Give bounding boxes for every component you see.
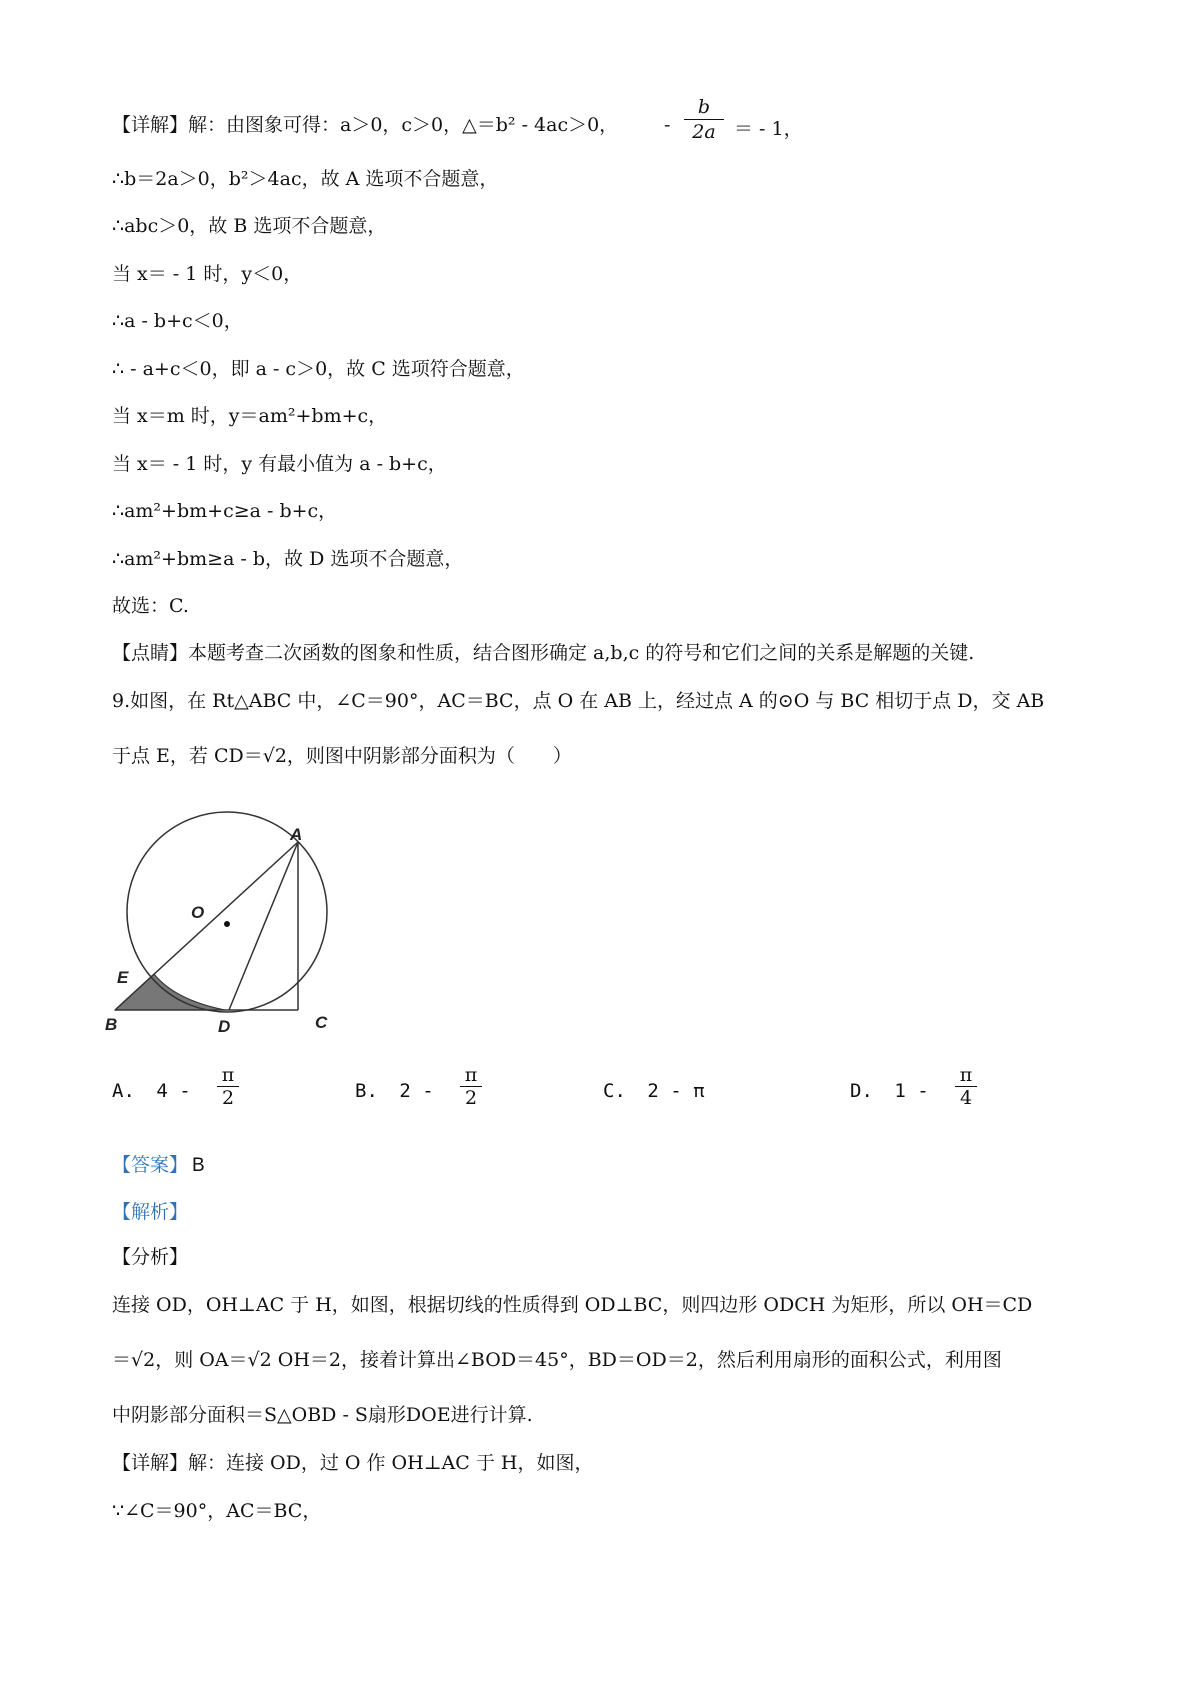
answer-value: B [192,1155,205,1176]
fenxi-line: ＝√2，则 OA＝√2 OH＝2，接着计算出∠BOD＝45°，BD＝OD＝2，然后利用扇形的面积公式，利用图 [112,1349,1002,1371]
center-point-o [224,921,230,927]
option-b[interactable]: B. 2 - π 2 [355,1080,434,1102]
text-line: 当 x＝m 时，y＝am²+bm+c， [112,405,388,427]
text-line: ∴ - a+c＜0，即 a - c＞0，故 C 选项符合题意， [112,358,525,380]
text-line: ∴abc＞0，故 B 选项不合题意， [112,215,387,237]
label-c: C [315,1013,328,1032]
label-e: E [117,968,129,987]
analysis-tag: 【解析】 [112,1201,189,1223]
option-a[interactable]: A. 4 - π 2 [112,1080,191,1102]
segment-ad [229,842,298,1010]
option-d[interactable]: D. 1 - π 4 [850,1080,929,1102]
label-b: B [105,1015,118,1034]
question-9-line-1: 9.如图，在 Rt△ABC 中，∠C＝90°，AC＝BC，点 O 在 AB 上，经过点 A 的⊙O 与 BC 相切于点 D，交 AB [112,690,1045,712]
text-line: 当 x＝ - 1 时，y＜0， [112,263,303,285]
answer-block: 【答案】 B [112,1154,205,1176]
segment-ab [115,842,298,1010]
label-o: O [191,903,205,922]
shaded-region [115,974,225,1010]
detail-line: ∵∠C＝90°，AC＝BC， [112,1500,322,1522]
document-page: 【详解】解：由图象可得：a＞0，c＞0，△＝b² - 4ac＞0， - b 2a ＝ - 1， ∴b＝2a＞0，b²＞4ac，故 A 选项不合题意， ∴abc＞0，故 B 选项不合题意， 当 x＝ - 1 时，y＜0， ∴a - b+c＜0， ∴ - a+c＜0，即 a - c＞0，故 C 选项符合题意， 当 x＝m 时，y＝am²+bm+c， 当 x＝ - 1 时，y 有最小值为 a - b+c， ∴am²+bm+c≥a - b+c， ∴am²+bm≥a - b，故 D 选项不合题意， 故选：C. 【点睛】本题考查二次函数的图象和性质，结合图形确定 a,b,c 的符号和它们之间的关系是解题的关键. 9.如图，在 Rt△ABC 中，∠C＝90°，AC＝BC，点 O 在 AB 上，经过点 A 的⊙O 与 BC 相切于点 D，交 AB 于点 E，若 CD＝√2，则图中阴影部分面积为（ ） A O E B D C A. 4 - π 2 B. 2 - π 2 C. 2 - π D. 1 - π 4 【答案】 B 【解析】 【分析】 连接 OD，OH⊥AC 于 H，如图，根据切线的性质得到 OD⊥BC，则四边形 ODCH 为矩形，所以 OH＝CD ＝√2，则 OA＝√2 OH＝2，接着计算出∠BOD＝45°，BD＝OD＝2，然后利用扇形的面积公式，利用图 中阴影部分面积＝S△OBD - S扇形DOE进行计算. 【详解】解：连接 OD，过 O 作 OH⊥AC 于 H，如图， ∵∠C＝90°，AC＝BC， [105,96,1045,1522]
text-line: 当 x＝ - 1 时，y 有最小值为 a - b+c， [112,453,447,475]
text-line: ∴b＝2a＞0，b²＞4ac，故 A 选项不合题意， [112,168,499,190]
text-line: 【详解】解：由图象可得：a＞0，c＞0，△＝b² - 4ac＞0， [112,114,619,136]
text-line: ∴a - b+c＜0， [112,310,243,332]
text-line: ∴am²+bm≥a - b，故 D 选项不合题意， [112,548,464,570]
section-fenxi: 【分析】 [112,1246,189,1268]
text-line: 【点睛】本题考查二次函数的图象和性质，结合图形确定 a,b,c 的符号和它们之间的关系是解题的关键. [112,642,975,664]
option-c[interactable]: C. 2 - π [603,1080,705,1102]
question-9-line-2: 于点 E，若 CD＝√2，则图中阴影部分面积为（ ） [112,745,572,767]
label-a: A [290,825,303,844]
fenxi-line: 中阴影部分面积＝S△OBD - S扇形DOE进行计算. [112,1404,533,1426]
fraction-denominator: 2a [692,121,716,143]
label-d: D [218,1017,231,1036]
fenxi-line: 连接 OD，OH⊥AC 于 H，如图，根据切线的性质得到 OD⊥BC，则四边形 ODCH 为矩形，所以 OH＝CD [112,1294,1033,1316]
geometry-figure [105,790,365,1040]
text-line: ∴am²+bm+c≥a - b+c， [112,500,338,522]
fraction-numerator: b [697,96,711,118]
text-line: 故选：C. [112,595,189,617]
detail-line: 【详解】解：连接 OD，过 O 作 OH⊥AC 于 H，如图， [112,1452,594,1474]
